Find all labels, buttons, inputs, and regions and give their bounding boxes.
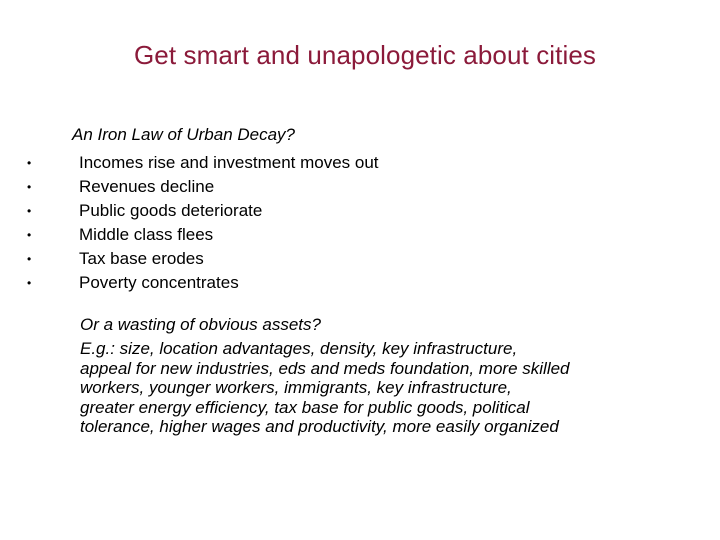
paragraph-line: workers, younger workers, immigrants, key infrastructure, <box>80 378 512 397</box>
bullet-dot: • <box>27 204 32 218</box>
bullet-dot: • <box>27 180 32 194</box>
bullet-dot: • <box>27 276 32 290</box>
section-heading-iron-law: An Iron Law of Urban Decay? <box>72 125 296 144</box>
paragraph-line: greater energy efficiency, tax base for public goods, political <box>80 397 530 417</box>
bullet-text: Revenues decline <box>79 177 215 196</box>
paragraph-line: E.g.: size, location advantages, density, key infrastructure, <box>80 339 518 358</box>
bullet-item <box>27 271 379 295</box>
paragraph-line: tolerance, higher wages and productivity, more easily organized <box>80 417 559 436</box>
bullet-item <box>27 151 379 175</box>
bullet-dot: • <box>27 156 32 170</box>
slide-title: Get smart and unapologetic about cities <box>133 40 597 70</box>
bullet-list <box>27 151 379 295</box>
bullet-item <box>27 199 379 223</box>
bullet-text: Incomes rise and investment moves out <box>79 153 379 172</box>
bullet-text: Poverty concentrates <box>79 273 239 292</box>
bullet-text: Tax base erodes <box>79 249 204 268</box>
bullet-item <box>27 223 379 247</box>
bullet-dot: • <box>27 228 32 242</box>
paragraph-line: appeal for new industries, eds and meds foundation, more skilled <box>80 358 570 378</box>
bullet-item <box>27 175 379 199</box>
section-heading-wasting-assets: Or a wasting of obvious assets? <box>80 315 321 334</box>
bullet-text: Public goods deteriorate <box>79 201 263 220</box>
bullet-text: Middle class flees <box>79 225 214 244</box>
bullet-dot: • <box>27 252 32 266</box>
assets-paragraph <box>80 339 640 437</box>
bullet-item <box>27 247 379 271</box>
